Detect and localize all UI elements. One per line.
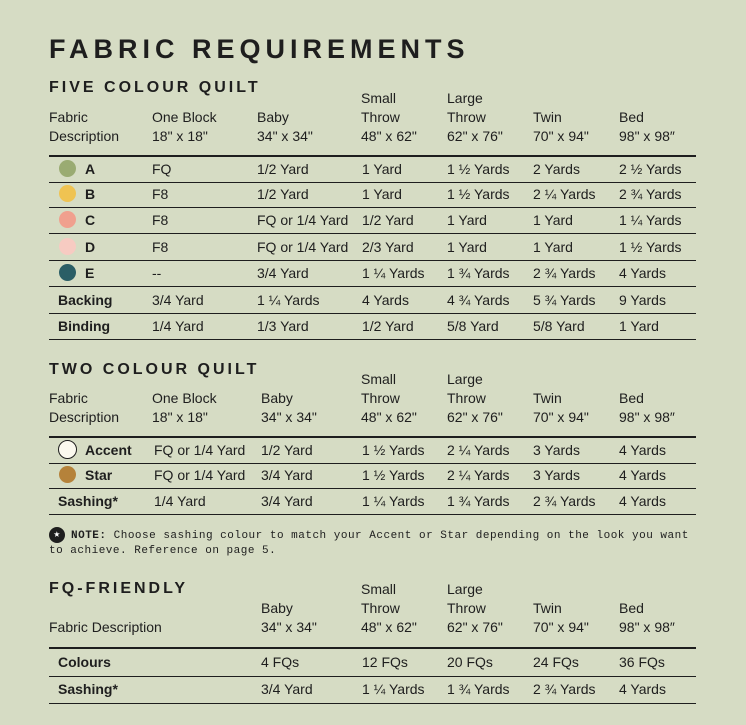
row-label: Accent	[85, 442, 132, 458]
cell-bed: 1 Yard	[619, 318, 659, 334]
header-small-throw: Small Throw 48" x 62"	[361, 90, 417, 144]
cell-baby: FQ or 1/4 Yard	[257, 239, 349, 255]
swatch-accent-icon	[58, 440, 77, 459]
swatch-b-icon	[59, 185, 76, 202]
note-text: Choose sashing colour to match your Accent or Star depending on the look you want to achieve. Reference on page 5.	[49, 529, 689, 557]
cell-large-throw: 1 ¾ Yards	[447, 265, 510, 281]
cell-one-block: FQ	[152, 161, 172, 177]
cell-small-throw: 1 ¼ Yards	[362, 681, 425, 697]
cell-twin: 1 Yard	[533, 239, 573, 255]
header-bed: Bed 98" x 98″	[619, 600, 675, 635]
cell-one-block: F8	[152, 239, 169, 255]
cell-large-throw: 20 FQs	[447, 654, 493, 670]
swatch-d-icon	[59, 238, 76, 255]
row-label: B	[85, 186, 96, 202]
cell-bed: 36 FQs	[619, 654, 665, 670]
row-label: D	[85, 239, 96, 255]
cell-bed: 1 ½ Yards	[619, 239, 682, 255]
cell-large-throw: 2 ¼ Yards	[447, 467, 510, 483]
cell-baby: 1/3 Yard	[257, 318, 309, 334]
table-row	[49, 261, 696, 287]
cell-large-throw: 1 ½ Yards	[447, 186, 510, 202]
cell-baby: 1/2 Yard	[261, 442, 313, 458]
header-baby: Baby 34" x 34"	[257, 109, 313, 144]
cell-bed: 2 ¾ Yards	[619, 186, 682, 202]
row-label: Backing	[58, 292, 113, 308]
header-large-throw: Large Throw 62" x 76"	[447, 90, 503, 144]
cell-twin: 2 Yards	[533, 161, 580, 177]
cell-small-throw: 1 ½ Yards	[362, 442, 425, 458]
table-row	[49, 676, 696, 704]
header-large-throw: Large Throw 62" x 76"	[447, 371, 503, 425]
row-label: Sashing*	[58, 493, 118, 509]
cell-small-throw: 1 ¼ Yards	[362, 265, 425, 281]
row-label: Colours	[58, 654, 111, 670]
cell-small-throw: 1 ¼ Yards	[362, 493, 425, 509]
cell-small-throw: 1/2 Yard	[362, 212, 414, 228]
cell-bed: 4 Yards	[619, 467, 666, 483]
cell-one-block: FQ or 1/4 Yard	[154, 442, 246, 458]
cell-bed: 9 Yards	[619, 292, 666, 308]
table-row	[49, 463, 696, 489]
swatch-e-icon	[59, 264, 76, 281]
swatch-star-icon	[59, 466, 76, 483]
cell-twin: 2 ¾ Yards	[533, 493, 596, 509]
cell-one-block: FQ or 1/4 Yard	[154, 467, 246, 483]
swatch-a-icon	[59, 160, 76, 177]
row-label: E	[85, 265, 95, 281]
cell-twin: 5 ¾ Yards	[533, 292, 596, 308]
cell-twin: 3 Yards	[533, 467, 580, 483]
cell-twin: 24 FQs	[533, 654, 579, 670]
cell-twin: 1 Yard	[533, 212, 573, 228]
cell-bed: 4 Yards	[619, 442, 666, 458]
header-twin: Twin 70" x 94"	[533, 390, 589, 425]
cell-bed: 4 Yards	[619, 681, 666, 697]
table-row	[49, 647, 696, 677]
page-title: FABRIC REQUIREMENTS	[49, 34, 470, 64]
table-row	[49, 182, 696, 208]
header-bed: Bed 98" x 98″	[619, 390, 675, 425]
cell-baby: 4 FQs	[261, 654, 300, 670]
fq-friendly-heading: FQ-FRIENDLY	[49, 580, 189, 597]
header-large-throw: Large Throw 62" x 76"	[447, 581, 503, 635]
table-row	[49, 288, 696, 314]
cell-twin: 2 ¼ Yards	[533, 186, 596, 202]
two-colour-heading: TWO COLOUR QUILT	[49, 361, 260, 378]
cell-bed: 2 ½ Yards	[619, 161, 682, 177]
cell-small-throw: 1 Yard	[362, 161, 402, 177]
cell-baby: 3/4 Yard	[261, 681, 313, 697]
cell-large-throw: 1 ¾ Yards	[447, 493, 510, 509]
cell-large-throw: 1 Yard	[447, 239, 487, 255]
cell-twin: 3 Yards	[533, 442, 580, 458]
cell-large-throw: 5/8 Yard	[447, 318, 499, 334]
cell-twin: 5/8 Yard	[533, 318, 585, 334]
table-row	[49, 314, 696, 340]
header-fabric: Fabric Description	[49, 390, 120, 425]
cell-one-block: 1/4 Yard	[154, 493, 206, 509]
header-bed: Bed 98" x 98″	[619, 109, 675, 144]
table-row	[49, 235, 696, 261]
table-row	[49, 155, 696, 183]
cell-baby: 3/4 Yard	[257, 265, 309, 281]
row-label: Binding	[58, 318, 111, 334]
note-label: NOTE:	[71, 529, 107, 542]
star-icon: ★	[49, 527, 65, 543]
cell-small-throw: 12 FQs	[362, 654, 408, 670]
table-row	[49, 436, 696, 464]
cell-large-throw: 1 ¾ Yards	[447, 681, 510, 697]
cell-one-block: 1/4 Yard	[152, 318, 204, 334]
cell-large-throw: 4 ¾ Yards	[447, 292, 510, 308]
cell-large-throw: 1 Yard	[447, 212, 487, 228]
swatch-c-icon	[59, 211, 76, 228]
cell-bed: 1 ¼ Yards	[619, 212, 682, 228]
cell-small-throw: 1 ½ Yards	[362, 467, 425, 483]
sashing-note	[49, 527, 709, 559]
five-colour-heading: FIVE COLOUR QUILT	[49, 79, 261, 96]
cell-baby: 3/4 Yard	[261, 467, 313, 483]
row-label: Star	[85, 467, 113, 483]
header-baby: Baby 34" x 34"	[261, 390, 317, 425]
cell-twin: 2 ¾ Yards	[533, 681, 596, 697]
cell-one-block: F8	[152, 186, 169, 202]
cell-large-throw: 1 ½ Yards	[447, 161, 510, 177]
table-row	[49, 489, 696, 515]
cell-large-throw: 2 ¼ Yards	[447, 442, 510, 458]
cell-one-block: --	[152, 265, 162, 281]
cell-baby: 3/4 Yard	[261, 493, 313, 509]
header-twin: Twin 70" x 94"	[533, 600, 589, 635]
cell-small-throw: 4 Yards	[362, 292, 409, 308]
header-one-block: One Block 18" x 18"	[152, 390, 217, 425]
row-label: Sashing*	[58, 681, 118, 697]
cell-twin: 2 ¾ Yards	[533, 265, 596, 281]
header-fabric: Fabric Description	[49, 619, 162, 635]
cell-baby: 1/2 Yard	[257, 186, 309, 202]
cell-bed: 4 Yards	[619, 493, 666, 509]
row-label: C	[85, 212, 96, 228]
cell-baby: 1/2 Yard	[257, 161, 309, 177]
cell-small-throw: 2/3 Yard	[362, 239, 414, 255]
header-one-block: One Block 18" x 18"	[152, 109, 217, 144]
header-twin: Twin 70" x 94"	[533, 109, 589, 144]
header-small-throw: Small Throw 48" x 62"	[361, 581, 417, 635]
cell-one-block: F8	[152, 212, 169, 228]
header-baby: Baby 34" x 34"	[261, 600, 317, 635]
cell-baby: 1 ¼ Yards	[257, 292, 320, 308]
row-label: A	[85, 161, 96, 177]
cell-one-block: 3/4 Yard	[152, 292, 204, 308]
cell-small-throw: 1 Yard	[362, 186, 402, 202]
cell-baby: FQ or 1/4 Yard	[257, 212, 349, 228]
header-small-throw: Small Throw 48" x 62"	[361, 371, 417, 425]
cell-small-throw: 1/2 Yard	[362, 318, 414, 334]
cell-bed: 4 Yards	[619, 265, 666, 281]
header-fabric: Fabric Description	[49, 109, 120, 144]
table-row	[49, 208, 696, 234]
